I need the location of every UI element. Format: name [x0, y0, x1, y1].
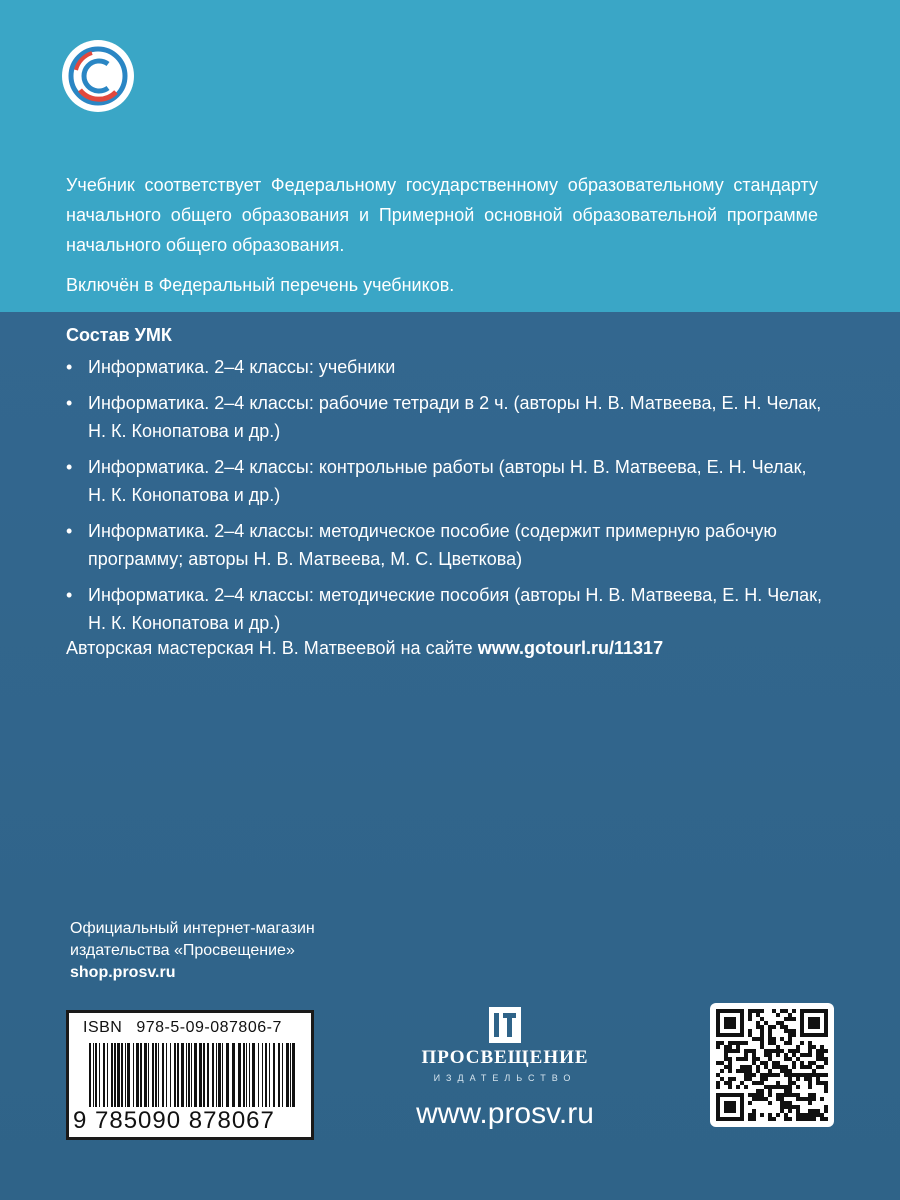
list-item [66, 353, 826, 381]
author-workshop-text: Авторская мастерская Н. В. Матвеевой на сайте [66, 638, 473, 658]
list-item [66, 389, 826, 445]
isbn-line [83, 1019, 282, 1037]
shop-line-1: Официальный интернет-магазин [70, 920, 315, 937]
prosveshchenie-emblem-icon [485, 1005, 525, 1045]
bullet-icon: • [66, 357, 73, 377]
online-shop-block [70, 918, 315, 984]
list-item [66, 517, 826, 573]
qr-code-pattern-icon [716, 1009, 828, 1121]
bullet-icon: • [66, 521, 73, 541]
shop-line-2: издательства «Просвещение» [70, 942, 295, 959]
federal-list-text: Включён в Федеральный перечень учебников. [66, 275, 455, 295]
list-item-text: Информатика. 2–4 классы: методическое пособие (содержит примерную рабочую программу; авторы Н. В. Матвеева, М. С. Цветкова) [88, 521, 777, 569]
list-item [66, 453, 826, 509]
list-item-text: Информатика. 2–4 классы: методические пособия (авторы Н. В. Матвеева, Е. Н. Челак, Н. К. Конопатова и др.) [88, 585, 823, 633]
list-item-text: Информатика. 2–4 классы: контрольные работы (авторы Н. В. Матвеева, Е. Н. Челак, Н. К. Конопатова и др.) [88, 457, 807, 505]
isbn-barcode [66, 1010, 314, 1140]
shop-link[interactable]: shop.prosv.ru [70, 964, 176, 981]
umk-list [66, 353, 826, 645]
isbn-number: 978-5-09-087806-7 [136, 1019, 282, 1036]
umk-title: Состав УМК [66, 325, 172, 345]
publisher-website[interactable]: www.prosv.ru [416, 1097, 594, 1130]
list-item-text: Информатика. 2–4 классы: учебники [88, 357, 396, 377]
publisher-subtitle: ИЗДАТЕЛЬСТВО [433, 1073, 577, 1083]
bullet-icon: • [66, 393, 73, 413]
author-workshop-line [66, 633, 663, 663]
barcode-digits: 9 785090 878067 [73, 1107, 275, 1134]
publisher-name: ПРОСВЕЩЕНИЕ [421, 1047, 589, 1068]
list-item-text: Информатика. 2–4 классы: рабочие тетради в 2 ч. (авторы Н. В. Матвеева, Е. Н. Челак, Н. К. Конопатова и др.) [88, 393, 822, 441]
fgos-logo-icon [62, 40, 134, 112]
list-item [66, 581, 826, 637]
bullet-icon: • [66, 457, 73, 477]
qr-code-icon[interactable] [710, 1003, 834, 1127]
bullet-icon: • [66, 585, 73, 605]
isbn-label: ISBN [83, 1019, 123, 1036]
standard-compliance-text: Учебник соответствует Федеральному государственному образовательному стандарту начального общего образования и Примерной основной образовательной программе начального общего образования. [66, 175, 818, 255]
author-workshop-link[interactable]: www.gotourl.ru/11317 [477, 638, 664, 658]
top-band [0, 0, 900, 312]
barcode-bars-icon [89, 1043, 297, 1107]
